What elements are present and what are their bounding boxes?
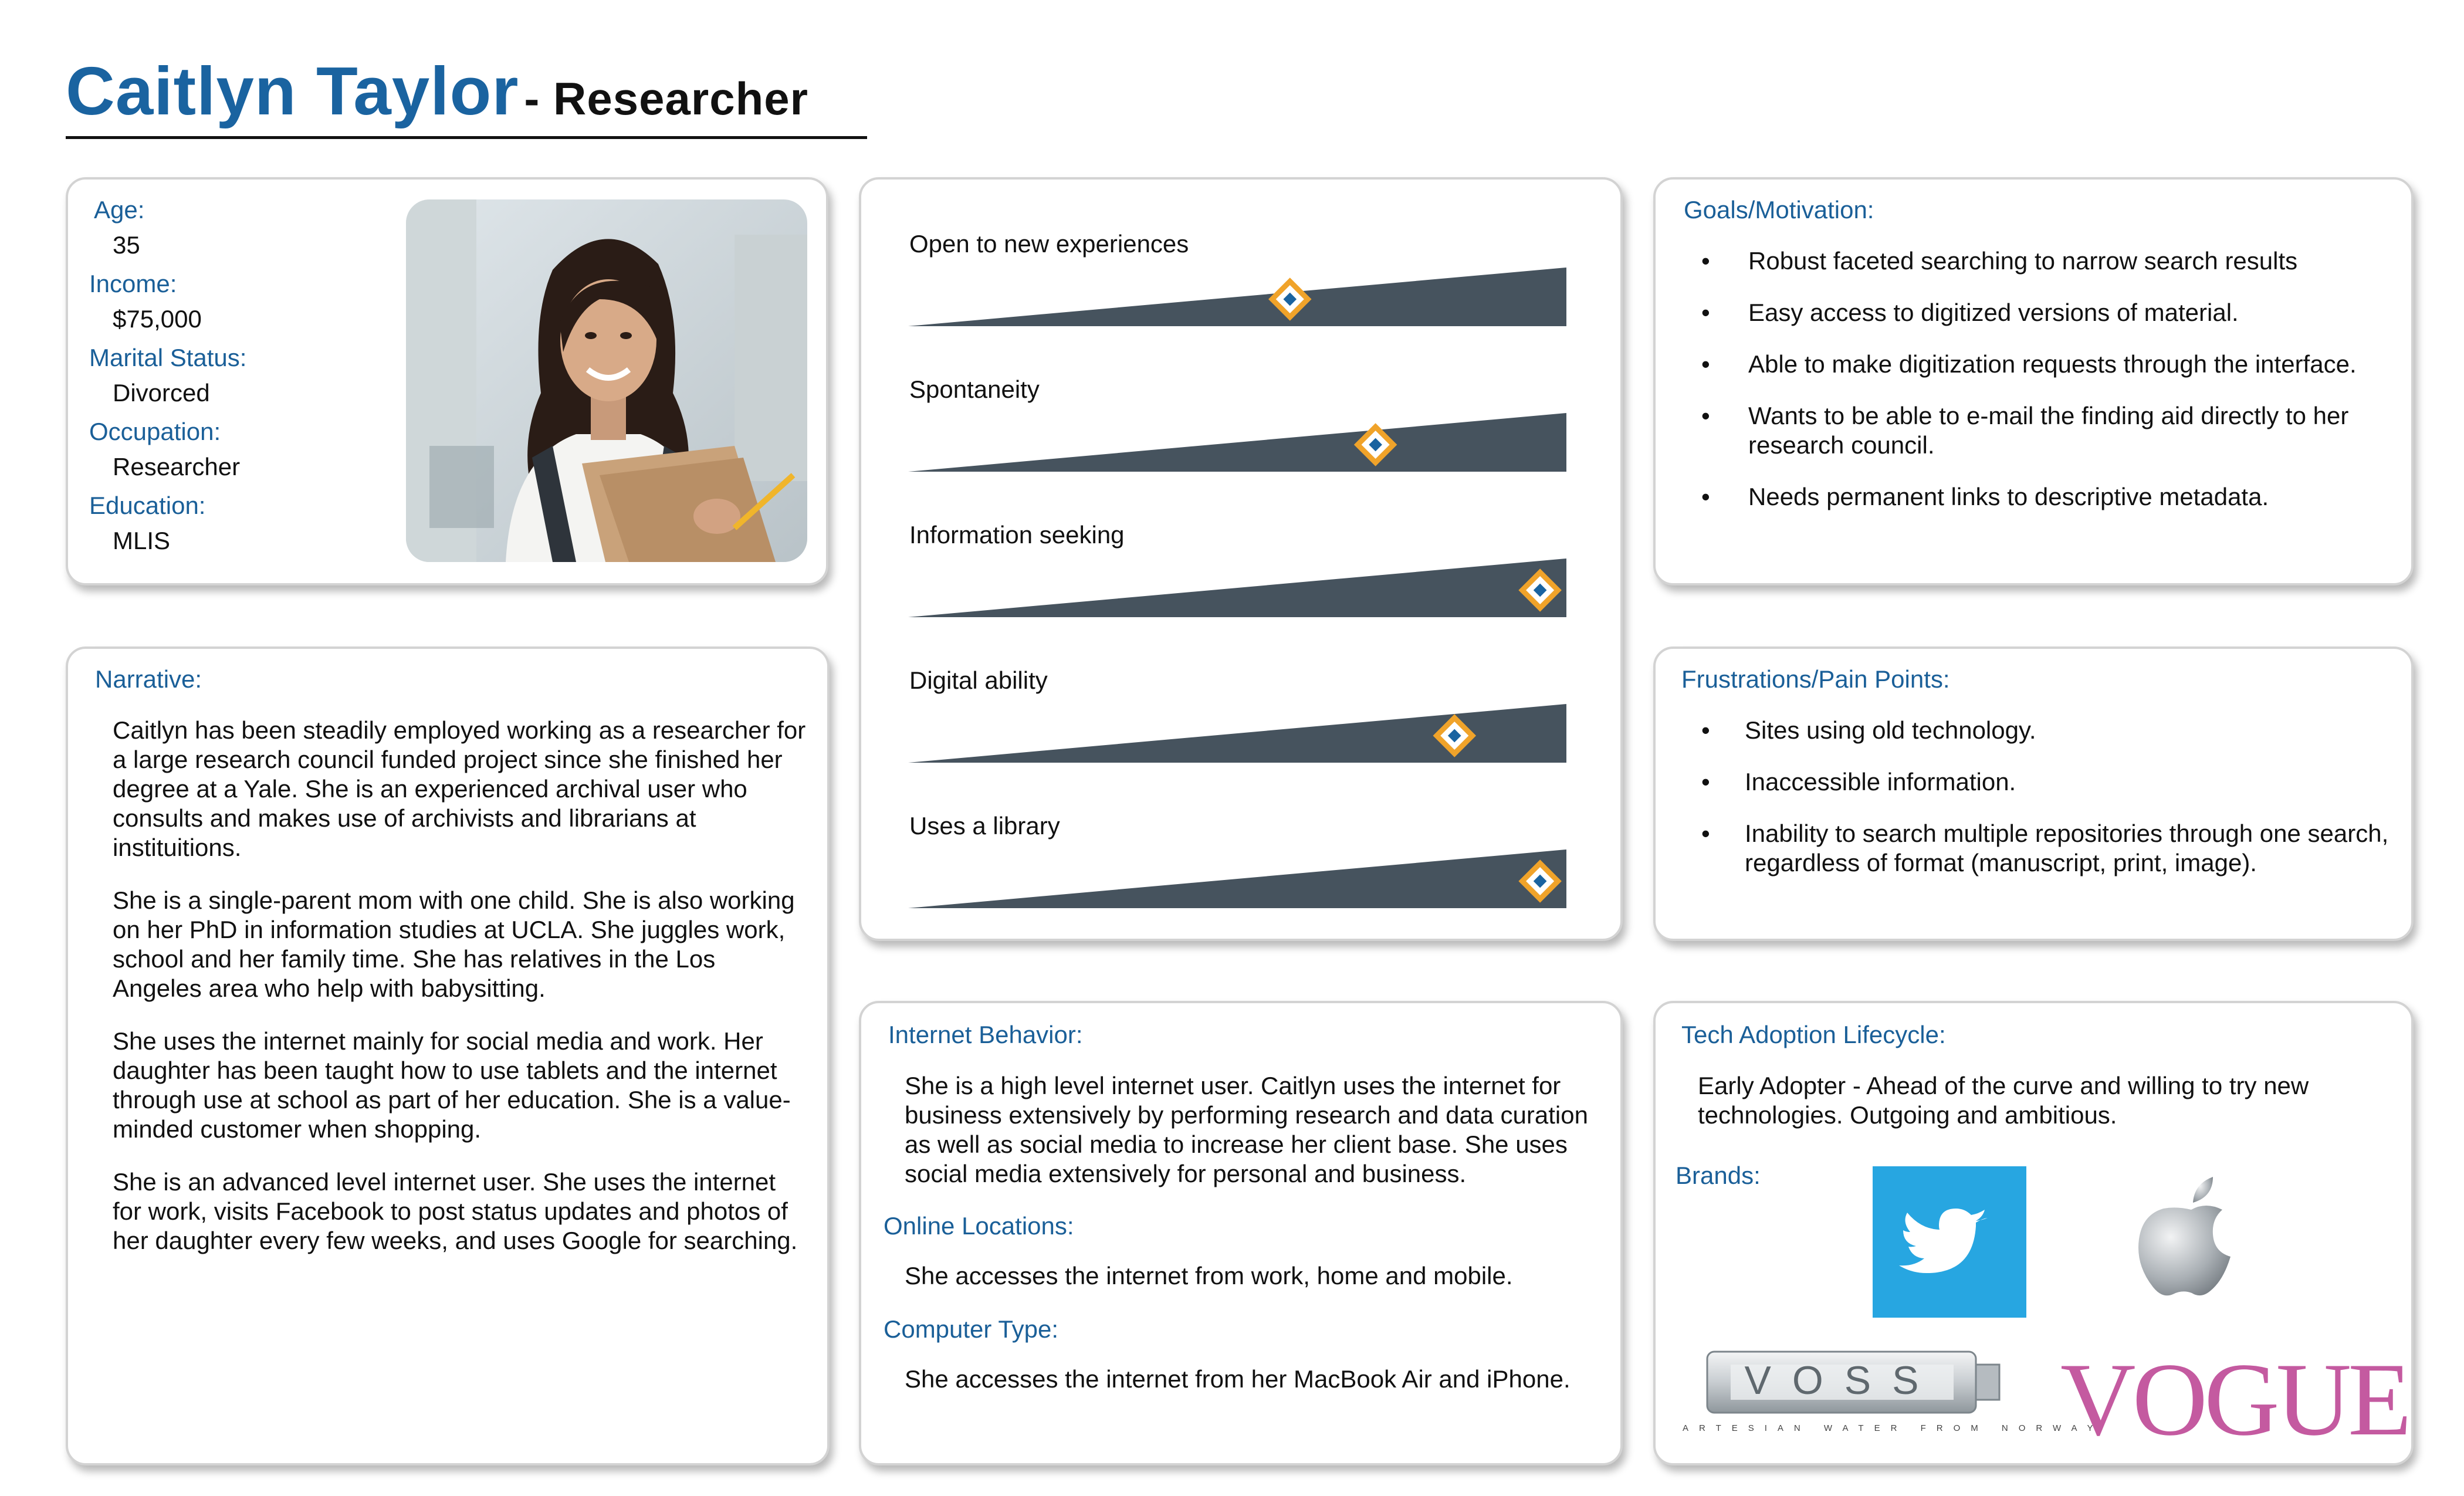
list-item: • Inaccessible information. (1701, 767, 2394, 797)
trait-scale (908, 402, 1578, 479)
age-label: Age: (94, 196, 145, 224)
trait-label: Information seeking (909, 521, 1125, 549)
twitter-bird-icon (1873, 1166, 2026, 1318)
persona-photo-illustration (406, 199, 807, 562)
persona-name: Caitlyn Taylor (66, 53, 519, 129)
brands-title: Brands: (1676, 1162, 1761, 1189)
narrative-paragraph: She is a single-parent mom with one child. She is also working on her PhD in information studies at UCLA. She juggles work, school and her family time. She has relatives in the Los Angeles area who help with babysitting. (113, 886, 795, 1002)
list-item: • Robust faceted searching to narrow search results (1701, 246, 2394, 276)
list-item: • Wants to be able to e-mail the finding aid directly to her research council. (1701, 401, 2394, 460)
persona-photo (406, 199, 807, 562)
computer-type-title: Computer Type: (884, 1315, 1059, 1343)
online-locations-title: Online Locations: (884, 1212, 1074, 1240)
voss-wordmark: VOSS (1744, 1358, 1940, 1403)
trait-label: Digital ability (909, 666, 1048, 694)
trait-scale (908, 693, 1578, 770)
trait-label: Open to new experiences (909, 230, 1189, 258)
trait-scale (908, 257, 1578, 333)
vogue-logo (2060, 1341, 2408, 1457)
internet-behavior-text: She is a high level internet user. Caitlyn uses the internet for business extensively by performing research and data curation as well as social media to increase her client base. She uses social media extensively for personal and business. (905, 1072, 1588, 1187)
frustrations-list (1701, 716, 2394, 878)
trait-wedge (908, 413, 1566, 472)
online-locations-text: She accesses the internet from work, home and mobile. (905, 1262, 1513, 1289)
persona-role: - Researcher (524, 73, 808, 124)
twitter-logo (1873, 1166, 2026, 1318)
narrative-paragraph: She uses the internet mainly for social media and work. Her daughter has been taught how to use tablets and the internet through use at school as part of her education. She is a value-minded customer when shopping. (113, 1027, 791, 1143)
trait-label: Uses a library (909, 812, 1060, 840)
title-underline (66, 136, 867, 139)
computer-type-text: She accesses the internet from her MacBook Air and iPhone. (905, 1365, 1571, 1393)
occupation-value: Researcher (113, 453, 241, 480)
trait-scale (908, 839, 1578, 915)
apple-logo (2135, 1173, 2247, 1305)
voss-logo (1678, 1341, 2104, 1441)
narrative-paragraph: She is an advanced level internet user. She uses the internet for work, visits Facebook to post status updates and photos of her daughter every few weeks, and uses Google for searching. (113, 1168, 798, 1254)
apple-icon (2135, 1173, 2247, 1305)
list-item: • Sites using old technology. (1701, 716, 2394, 745)
income-label: Income: (89, 270, 177, 297)
tech-adoption-title: Tech Adoption Lifecycle: (1681, 1021, 1946, 1048)
trait-wedge (908, 559, 1566, 617)
marital-status-label: Marital Status: (89, 344, 247, 371)
income-value: $75,000 (113, 305, 202, 333)
education-value: MLIS (113, 527, 171, 554)
frustrations-title: Frustrations/Pain Points: (1681, 665, 1950, 693)
vogue-wordmark: VOGUE (2060, 1341, 2408, 1457)
internet-behavior-title: Internet Behavior: (888, 1021, 1083, 1048)
occupation-label: Occupation: (89, 418, 221, 445)
goals-list (1701, 246, 2394, 512)
education-label: Education: (89, 492, 206, 519)
list-item: • Inability to search multiple repositories through one search, regardless of format (manuscript, print, image). (1701, 819, 2394, 878)
trait-wedge (908, 268, 1566, 326)
trait-label: Spontaneity (909, 375, 1040, 403)
trait-scale (908, 548, 1578, 624)
voss-tagline: ARTESIAN WATER FROM NORWAY (1683, 1423, 2104, 1433)
list-item: • Needs permanent links to descriptive metadata. (1701, 482, 2394, 512)
marital-status-value: Divorced (113, 379, 210, 407)
narrative-paragraph: Caitlyn has been steadily employed working as a researcher for a large research council funded project since she finished her degree at a Yale. She is an experienced archival user who consults and makes use of archivists and librarians at instituitions. (113, 716, 806, 861)
tech-adoption-text: Early Adopter - Ahead of the curve and willing to try new technologies. Outgoing and ambitious. (1698, 1072, 2309, 1129)
persona-title (66, 52, 808, 130)
goals-title: Goals/Motivation: (1684, 196, 1874, 224)
list-item: • Able to make digitization requests through the interface. (1701, 350, 2394, 379)
trait-wedge (908, 849, 1566, 908)
list-item: • Easy access to digitized versions of material. (1701, 298, 2394, 327)
narrative-title: Narrative: (95, 665, 202, 693)
age-value: 35 (113, 231, 140, 259)
